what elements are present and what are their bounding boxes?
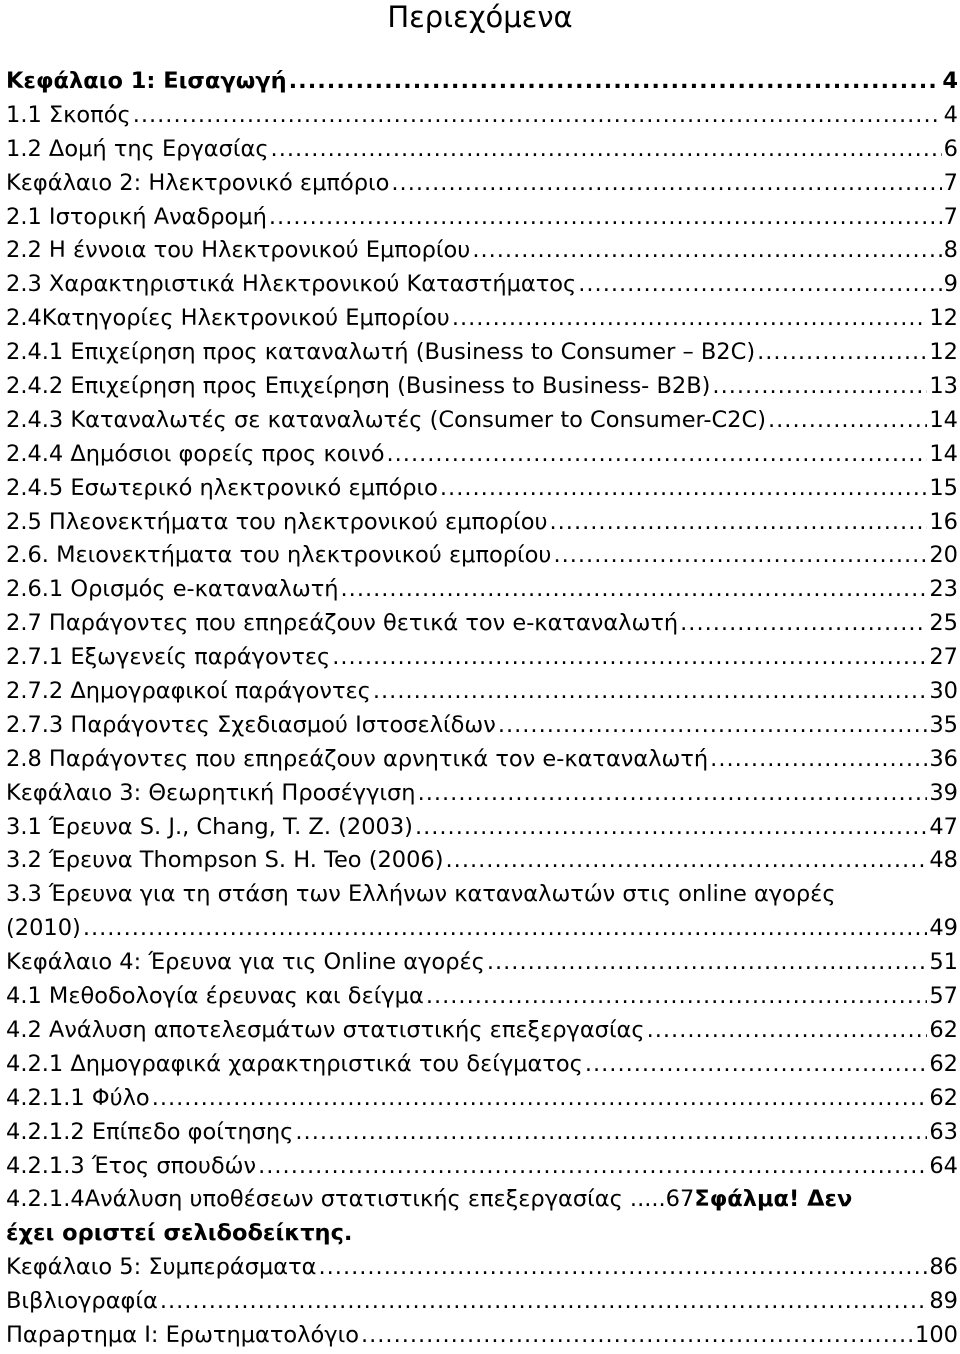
toc-entry[interactable]: [6, 404, 958, 438]
toc-dot-leader: [418, 777, 928, 811]
toc-entry[interactable]: [6, 811, 958, 845]
toc-entry-label: 2.7.3 Παράγοντες Σχεδιασμού Ιστοσελίδων: [6, 711, 496, 738]
toc-entry[interactable]: [6, 675, 958, 709]
toc-page-number: 57: [929, 983, 958, 1010]
toc-entry-label: 2.7.1 Εξωγενείς παράγοντες: [6, 644, 331, 671]
toc-entry-label: 2.8 Παράγοντες που επηρεάζουν αρνητικά τον e-καταναλωτή: [6, 745, 709, 772]
toc-page-number: 62: [929, 1084, 958, 1111]
toc-entry-label: Κεφάλαιο 4: Έρευνα για τις Online αγορές: [6, 949, 485, 976]
toc-entry-label: 2.7 Παράγοντες που επηρεάζουν θετικά τον e-καταναλωτή: [6, 610, 679, 637]
toc-page-number: 48: [929, 847, 958, 874]
toc-entry[interactable]: [6, 539, 958, 573]
toc-entry-label: 2.4.4 Δημόσιοι φορείς προς κοινό: [6, 440, 385, 467]
toc-page-number: 64: [929, 1152, 958, 1179]
toc-dot-leader: [710, 743, 927, 777]
toc-entry-label: 2.4Κατηγορίες Ηλεκτρονικού Εμπορίου: [6, 305, 450, 332]
toc-dot-leader: [578, 268, 941, 302]
toc-entry-label: Βιβλιογραφία: [6, 1288, 158, 1315]
toc-page-number: 6: [943, 135, 958, 162]
toc-page-number: 20: [929, 542, 958, 569]
toc-dot-leader: [295, 1116, 927, 1150]
toc-entry[interactable]: [6, 743, 958, 777]
toc-dot-leader: [415, 811, 927, 845]
toc-dot-leader: [487, 946, 928, 980]
toc-entry[interactable]: [6, 65, 958, 99]
toc-entry[interactable]: [6, 946, 958, 980]
toc-entry[interactable]: [6, 1116, 958, 1150]
toc-entry[interactable]: [6, 336, 958, 370]
toc-dot-leader: [680, 607, 927, 641]
toc-entry-label: 4.1 Μεθοδολογία έρευνας και δείγμα: [6, 983, 424, 1010]
toc-entry[interactable]: [6, 99, 958, 133]
bookmark-error-text-continued: έχει οριστεί σελιδοδείκτης.: [6, 1220, 353, 1247]
toc-entry[interactable]: [6, 268, 958, 302]
toc-entry-label: 2.5 Πλεονεκτήματα του ηλεκτρονικού εμπορίου: [6, 508, 548, 535]
toc-page-number: 62: [929, 1050, 958, 1077]
toc-entry-label: 1.1 Σκοπός: [6, 101, 131, 128]
toc-dot-leader: [712, 370, 927, 404]
toc-entry-label: 4.2.1 Δημογραφικά χαρακτηριστικά του δείγματος: [6, 1050, 583, 1077]
toc-title: Περιεχόμενα: [387, 0, 573, 34]
toc-entry-label: 4.2.1.3 Έτος σπουδών: [6, 1152, 257, 1179]
toc-page-number: 36: [929, 745, 958, 772]
toc-entry[interactable]: [6, 844, 958, 878]
toc-dot-leader: [446, 844, 928, 878]
toc-page-number: 12: [929, 339, 958, 366]
toc-dot-leader: [289, 65, 941, 99]
toc-dot-leader: [341, 573, 928, 607]
toc-entry[interactable]: [6, 370, 958, 404]
toc-entry-label: 2.1 Ιστορική Αναδρομή: [6, 203, 267, 230]
toc-page-number: 4: [942, 68, 958, 94]
toc-page-number: 14: [929, 440, 958, 467]
toc-entry[interactable]: [6, 1150, 958, 1184]
toc-dot-leader: [332, 641, 927, 675]
toc-entry[interactable]: [6, 167, 958, 201]
toc-entry-label: 4.2 Ανάλυση αποτελεσμάτων στατιστικής επεξεργασίας: [6, 1016, 645, 1043]
toc-entry-label: Παρaρτημα Ι: Ερωτηματολόγιο: [6, 1321, 359, 1348]
toc-page-number: 13: [929, 373, 958, 400]
toc-entry[interactable]: [6, 912, 958, 946]
toc-entry[interactable]: [6, 1014, 958, 1048]
toc-entry[interactable]: [6, 1319, 958, 1353]
toc-entry-label: 4.2.1.4Ανάλυση υποθέσεων στατιστικής επεξεργασίας .....67: [6, 1186, 695, 1213]
toc-entry-label: 2.4.1 Επιχείρηση προς καταναλωτή (Business to Consumer – B2C): [6, 339, 756, 366]
toc-dot-leader: [768, 404, 927, 438]
toc-entry-label: 4.2.1.1 Φύλο: [6, 1084, 150, 1111]
toc-page-number: 89: [929, 1288, 958, 1315]
toc-entry-label: 3.1 Έρευνα S. J., Chang, T. Z. (2003): [6, 813, 413, 840]
toc-entry-label: 2.6. Μειονεκτήματα του ηλεκτρονικού εμπορίου: [6, 542, 552, 569]
toc-dot-leader: [426, 980, 928, 1014]
toc-entry-label: 2.7.2 Δημογραφικοί παράγοντες: [6, 678, 371, 705]
toc-page-number: 49: [929, 915, 958, 942]
toc-entry[interactable]: [6, 1285, 958, 1319]
toc-page-number: 47: [929, 813, 958, 840]
toc-page-number: 51: [929, 949, 958, 976]
toc-dot-leader: [258, 1150, 927, 1184]
toc-page-number: 7: [943, 169, 958, 196]
toc-dot-leader: [585, 1048, 928, 1082]
toc-entry-label: 2.6.1 Ορισμός e-καταναλωτή: [6, 576, 339, 603]
toc-entry[interactable]: [6, 506, 958, 540]
toc-dot-leader: [498, 709, 928, 743]
toc-page-number: 4: [943, 101, 958, 128]
toc-entry-label: Κεφάλαιο 2: Ηλεκτρονικό εμπόριο: [6, 169, 390, 196]
toc-entry[interactable]: [6, 133, 958, 167]
toc-entry-label: Κεφάλαιο 3: Θεωρητική Προσέγγιση: [6, 779, 416, 806]
toc-entry-label: 3.3 Έρευνα για τη στάση των Ελλήνων καταναλωτών στις online αγορές: [6, 881, 836, 908]
toc-entry[interactable]: [6, 878, 958, 912]
toc-page-number: 27: [929, 644, 958, 671]
toc-entry-label: 2.3 Χαρακτηριστικά Ηλεκτρονικού Καταστήματος: [6, 271, 577, 298]
toc-page-number: 86: [929, 1254, 958, 1281]
toc-page-number: 16: [929, 508, 958, 535]
toc-dot-leader: [452, 302, 928, 336]
toc-dot-leader: [647, 1014, 928, 1048]
toc-dot-leader: [550, 506, 928, 540]
toc-entry[interactable]: [6, 1048, 958, 1082]
toc-entry[interactable]: [6, 709, 958, 743]
toc-dot-leader: [472, 234, 941, 268]
toc-entry-label: 2.4.5 Εσωτερικό ηλεκτρονικό εμπόριο: [6, 474, 438, 501]
toc-entry[interactable]: [6, 1082, 958, 1116]
toc-dot-leader: [553, 539, 927, 573]
toc-entry-label: 4.2.1.2 Επίπεδο φοίτησης: [6, 1118, 294, 1145]
toc-entry-error[interactable]: [6, 1183, 958, 1217]
toc-page-number: 23: [929, 576, 958, 603]
toc-entry[interactable]: [6, 234, 958, 268]
toc-dot-leader: [440, 472, 927, 506]
toc-page-number: 35: [929, 711, 958, 738]
toc-page-number: 100: [915, 1321, 958, 1348]
toc-dot-leader: [373, 675, 927, 709]
toc-entry-label: 1.2 Δομή της Εργασίας: [6, 135, 269, 162]
toc-dot-leader: [83, 912, 928, 946]
toc-entry[interactable]: [6, 1251, 958, 1285]
toc-entry-label: 2.4.2 Επιχείρηση προς Επιχείρηση (Business to Business- B2B): [6, 373, 711, 400]
toc-entry[interactable]: [6, 201, 958, 235]
toc-page-number: 15: [929, 474, 958, 501]
toc-entry[interactable]: [6, 641, 958, 675]
toc-dot-leader: [318, 1251, 927, 1285]
toc-page-number: 7: [943, 203, 958, 230]
bookmark-error-text: Σφάλμα! Δεν: [694, 1186, 853, 1213]
toc-dot-leader: [757, 336, 927, 370]
toc-entry[interactable]: [6, 472, 958, 506]
toc-entry-label: 3.2 Έρευνα Thompson S. H. Teo (2006): [6, 847, 444, 874]
toc-dot-leader: [269, 201, 942, 235]
toc-page-number: 39: [929, 779, 958, 806]
toc-entry-error-continued: [6, 1217, 958, 1251]
toc-list: [6, 65, 958, 1353]
toc-page-number: 9: [943, 271, 958, 298]
toc-page-number: 63: [929, 1118, 958, 1145]
toc-page-number: 62: [929, 1016, 958, 1043]
toc-entry[interactable]: [6, 980, 958, 1014]
toc-entry[interactable]: [6, 302, 958, 336]
toc-entry[interactable]: [6, 573, 958, 607]
toc-entry-label: Κεφάλαιο 5: Συμπεράσματα: [6, 1254, 317, 1281]
toc-entry[interactable]: [6, 438, 958, 472]
toc-page-number: 25: [929, 610, 958, 637]
toc-dot-leader: [152, 1082, 928, 1116]
toc-page-number: 14: [929, 406, 958, 433]
toc-page-number: 12: [929, 305, 958, 332]
toc-dot-leader: [133, 99, 942, 133]
toc-dot-leader: [271, 133, 942, 167]
toc-page-number: 30: [929, 678, 958, 705]
toc-entry[interactable]: [6, 607, 958, 641]
toc-dot-leader: [391, 167, 941, 201]
toc-page-number: 8: [943, 237, 958, 264]
toc-entry-label: (2010): [6, 915, 81, 942]
toc-dot-leader: [387, 438, 928, 472]
toc-dot-leader: [160, 1285, 928, 1319]
toc-dot-leader: [361, 1319, 913, 1353]
toc-entry-label: 2.2 Η έννοια του Ηλεκτρονικού Εμπορίου: [6, 237, 471, 264]
toc-entry-label: 2.4.3 Καταναλωτές σε καταναλωτές (Consumer to Consumer-C2C): [6, 406, 766, 433]
toc-entry[interactable]: [6, 777, 958, 811]
toc-entry-label: Κεφάλαιο 1: Εισαγωγή: [6, 68, 287, 94]
